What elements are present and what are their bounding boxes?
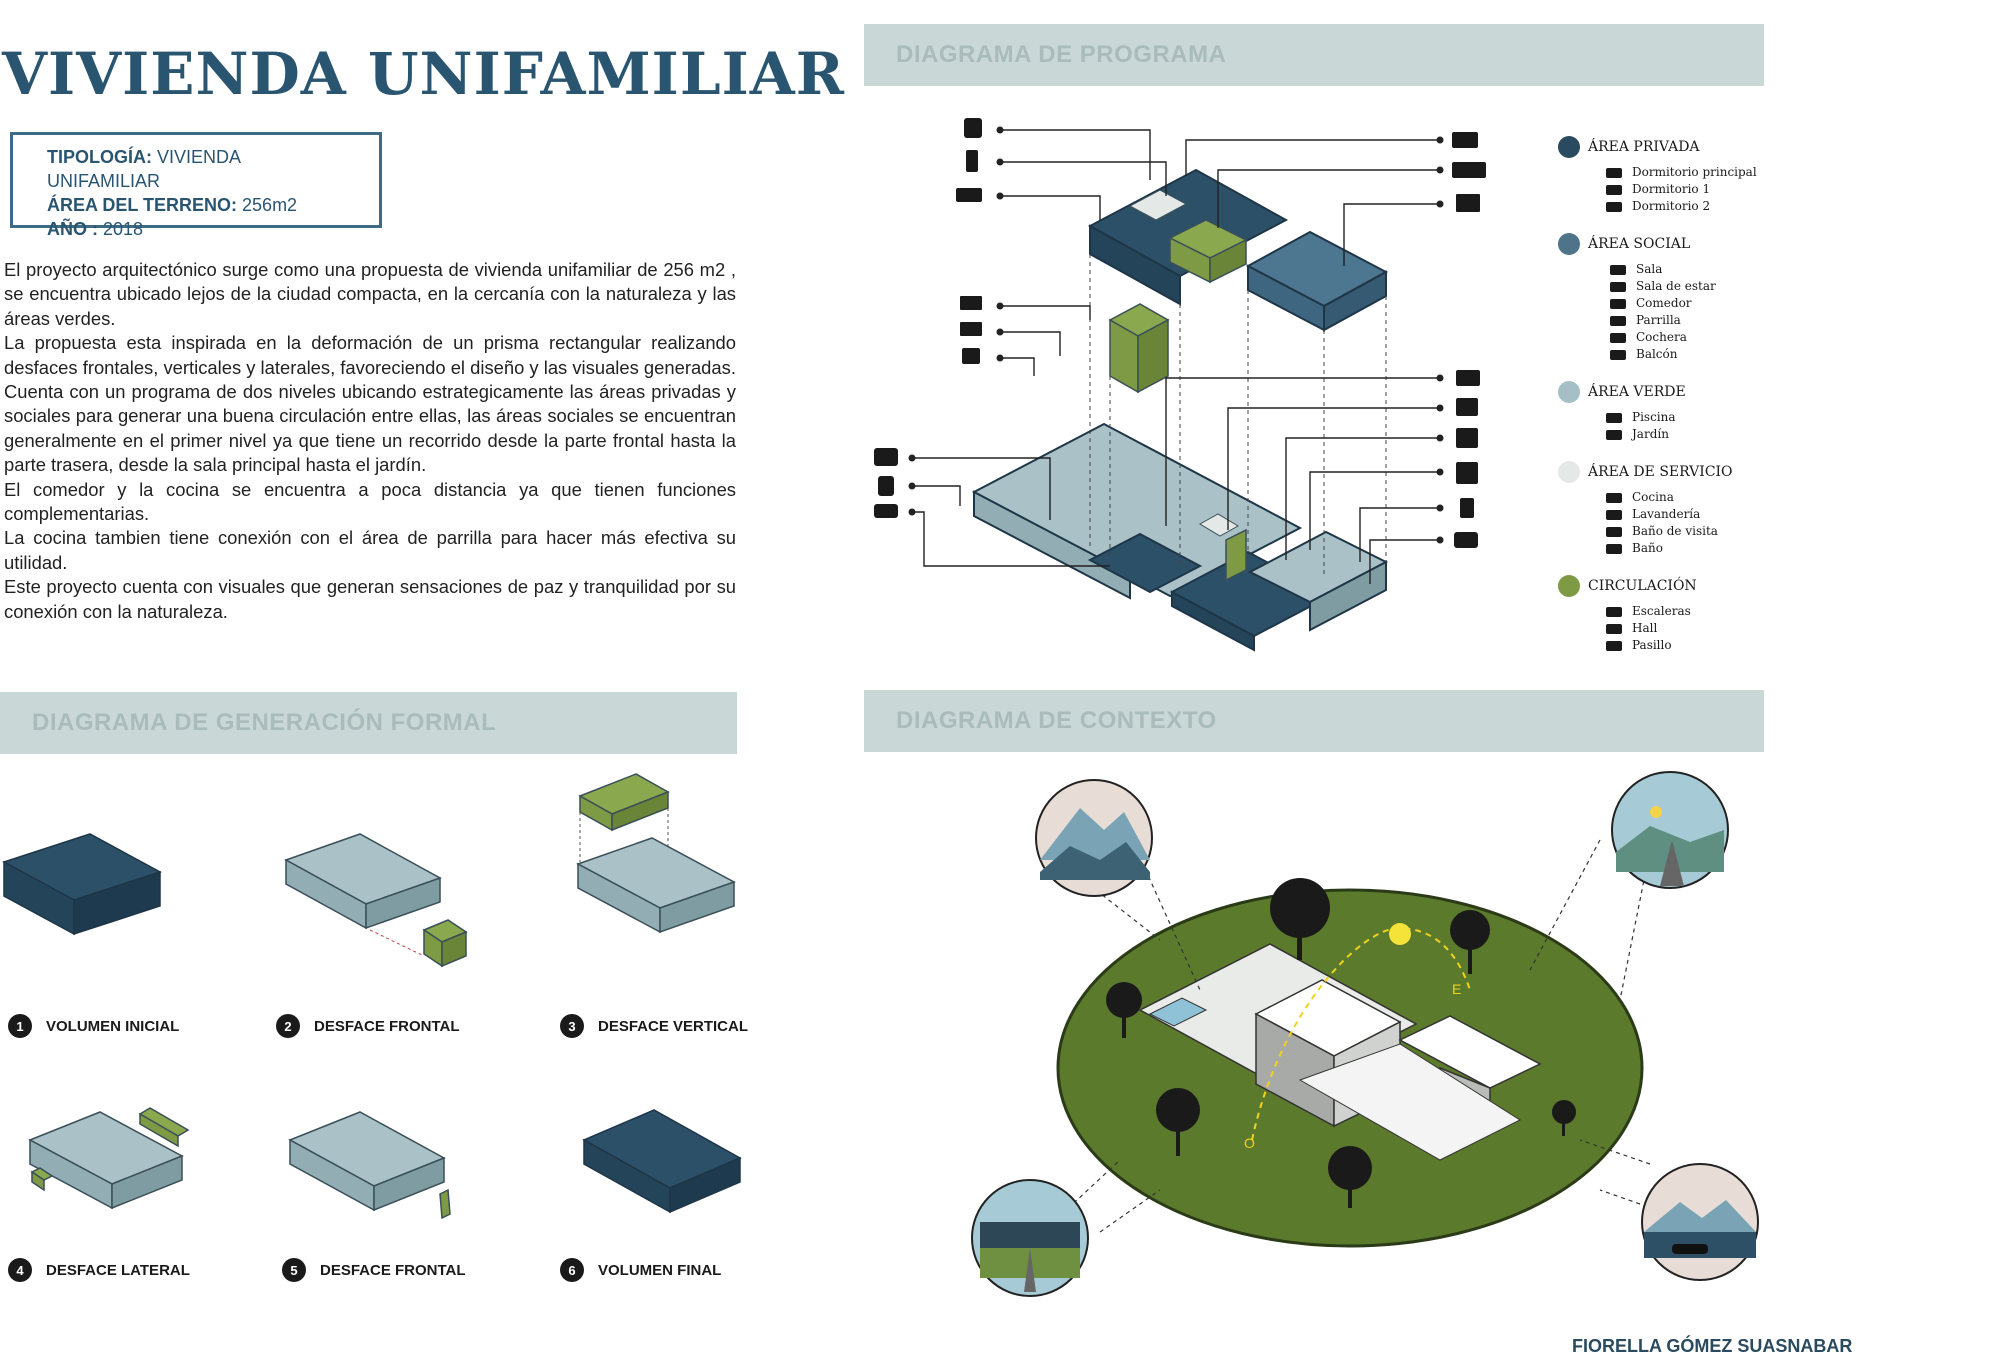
legend-item: Piscina — [1632, 410, 1676, 424]
step-number: 4 — [8, 1258, 32, 1282]
author-name: FIORELLA GÓMEZ SUASNABAR — [1572, 1336, 1853, 1356]
legend-group-verde — [1558, 381, 1788, 443]
legend-item: Baño — [1632, 541, 1663, 555]
legend-item: Dormitorio principal — [1632, 165, 1757, 179]
step-label-text: VOLUMEN FINAL — [598, 1261, 722, 1279]
bed-icon — [1606, 185, 1622, 195]
car-landscape-view-circle — [1642, 1164, 1758, 1280]
car-icon — [1610, 333, 1626, 343]
step-label-text: VOLUMEN INICIAL — [46, 1017, 180, 1035]
legend-item: Dormitorio 2 — [1632, 199, 1711, 213]
double-bed-icon — [1452, 162, 1486, 178]
city-view-circle — [972, 1180, 1088, 1296]
sun-east-label: E — [1452, 981, 1462, 997]
legend-item: Pasillo — [1632, 638, 1672, 652]
armchair-icon — [1610, 282, 1626, 292]
tipologia-value: VIVIENDA UNIFAMILIAR — [47, 147, 241, 191]
balcony-icon — [1610, 350, 1626, 360]
program-legend — [1558, 136, 1788, 672]
step-4-volume — [30, 1108, 188, 1208]
mountain-view-circle — [1036, 780, 1152, 896]
step-2-label — [276, 1014, 460, 1038]
umbrella-icon — [962, 348, 980, 364]
legend-group-social — [1558, 233, 1788, 363]
dining-icon — [1456, 370, 1480, 386]
umbrella-icon — [1606, 430, 1622, 440]
description-paragraph: El comedor y la cocina se encuentra a poca distancia ya que tienen funciones complementarias. — [4, 478, 736, 525]
stairs-icon — [1606, 607, 1622, 617]
step-3-label — [560, 1014, 748, 1038]
road-mountain-view-circle — [1612, 772, 1728, 888]
legend-dot — [1558, 575, 1580, 597]
double-bed-icon — [1606, 168, 1622, 178]
pool-icon — [960, 322, 982, 336]
washing-machine-icon — [1456, 462, 1478, 484]
legend-dot — [1558, 381, 1580, 403]
step-label-text: DESFACE LATERAL — [46, 1261, 190, 1279]
dining-icon — [1610, 299, 1626, 309]
bed-icon — [956, 188, 982, 202]
laundry-sink-icon — [1456, 398, 1478, 416]
legend-title: ÁREA PRIVADA — [1588, 139, 1700, 155]
step-6-label — [560, 1258, 721, 1282]
context-diagram — [972, 772, 1758, 1296]
step-label-text: DESFACE FRONTAL — [320, 1261, 466, 1279]
legend-group-servicio — [1558, 461, 1788, 557]
stove-icon — [1456, 428, 1478, 448]
step-4-label — [8, 1258, 190, 1282]
armchair-icon — [874, 448, 898, 466]
bed-icon — [1452, 132, 1478, 148]
description-paragraph: La propuesta esta inspirada en la deformación de un prisma rectangular realizando desfaces frontales, verticales y laterales, favoreciendo el diseño y las visuales generadas. — [4, 332, 736, 378]
toilet-icon — [1606, 544, 1622, 554]
stairs-icon — [960, 296, 982, 310]
step-number: 2 — [276, 1014, 300, 1038]
step-number: 5 — [282, 1258, 306, 1282]
car-icon — [1454, 532, 1478, 548]
walking-person-icon — [1606, 641, 1622, 651]
legend-item: Cocina — [1632, 490, 1674, 504]
step-number: 1 — [8, 1014, 32, 1038]
section-title-programa: DIAGRAMA DE PROGRAMA — [896, 41, 1227, 68]
section-title-contexto: DIAGRAMA DE CONTEXTO — [896, 707, 1217, 734]
walking-person-icon — [966, 150, 978, 172]
section-title-generacion: DIAGRAMA DE GENERACIÓN FORMAL — [32, 709, 497, 736]
legend-group-circulacion — [1558, 575, 1788, 654]
hall-icon — [1606, 624, 1622, 634]
balcony-icon — [1456, 194, 1480, 212]
pool-icon — [1606, 413, 1622, 423]
stove-icon — [1606, 493, 1622, 503]
bed-icon — [1606, 202, 1622, 212]
step-label-text: DESFACE FRONTAL — [314, 1017, 460, 1035]
legend-item: Balcón — [1636, 347, 1678, 361]
page-title: VIVIENDA UNIFAMILIAR — [2, 40, 845, 108]
toilet-icon — [964, 118, 982, 138]
program-diagram — [909, 127, 1444, 651]
legend-group-privada — [1558, 136, 1788, 215]
faucet-icon — [1606, 527, 1622, 537]
step-1-label — [8, 1014, 179, 1038]
legend-item: Cochera — [1636, 330, 1687, 344]
step-1-volume — [4, 834, 160, 934]
description-paragraph: El proyecto arquitectónico surge como una propuesta de vivienda unifamiliar de 256 m2 , se encuentra ubicado lejos de la ciudad compacta, en la cercanía con la naturaleza y las áreas verdes. — [4, 259, 736, 329]
washing-machine-icon — [1606, 510, 1622, 520]
legend-item: Escaleras — [1632, 604, 1691, 618]
step-2-volume — [286, 834, 466, 966]
description-paragraph: Cuenta con un programa de dos niveles ubicando estrategicamente las áreas privadas y sociales para generar una buena circulación entre ellas, las áreas sociales se encuentran generalmente en el primer nivel ya que tiene un recorrido desde la parte frontal hasta la parte trasera, desde la sala principal hasta el jardín. — [4, 381, 736, 476]
legend-item: Comedor — [1636, 296, 1692, 310]
faucet-icon — [1460, 498, 1474, 518]
step-3-volume — [578, 774, 734, 932]
legend-item: Sala — [1636, 262, 1663, 276]
legend-item: Jardín — [1632, 427, 1669, 441]
legend-title: ÁREA DE SERVICIO — [1588, 464, 1733, 480]
step-label-text: DESFACE VERTICAL — [598, 1017, 749, 1035]
description-paragraph: Este proyecto cuenta con visuales que generan sensaciones de paz y tranquilidad por su conexión con la naturaleza. — [4, 576, 736, 622]
sofa-icon — [874, 504, 898, 518]
legend-dot — [1558, 136, 1580, 158]
anio-value: 2018 — [103, 219, 144, 239]
legend-title: ÁREA VERDE — [1588, 384, 1686, 400]
step-number: 3 — [560, 1014, 584, 1038]
legend-item: Parrilla — [1636, 313, 1681, 327]
step-5-volume — [290, 1112, 450, 1218]
legend-item: Lavandería — [1632, 507, 1701, 521]
area-value: 256m2 — [242, 195, 298, 215]
step-6-volume — [584, 1110, 740, 1212]
legend-item: Hall — [1632, 621, 1658, 635]
sofa-icon — [1610, 265, 1626, 275]
legend-item: Sala de estar — [1636, 279, 1716, 293]
tipologia-label: TIPOLOGÍA: — [47, 147, 152, 167]
sun-west-label: O — [1244, 1135, 1255, 1151]
legend-title: ÁREA SOCIAL — [1588, 236, 1691, 252]
anio-label: AÑO : — [47, 219, 98, 239]
description-paragraph: La cocina tambien tiene conexión con el área de parrilla para hacer más efectiva su utilidad. — [4, 527, 736, 573]
legend-dot — [1558, 461, 1580, 483]
legend-item: Baño de visita — [1632, 524, 1718, 538]
area-label: ÁREA DEL TERRENO: — [47, 195, 238, 215]
step-number: 6 — [560, 1258, 584, 1282]
legend-item: Dormitorio 1 — [1632, 182, 1711, 196]
grill-icon — [878, 476, 894, 496]
step-5-label — [282, 1258, 466, 1282]
legend-dot — [1558, 233, 1580, 255]
legend-title: CIRCULACIÓN — [1588, 578, 1697, 594]
grill-icon — [1610, 316, 1626, 326]
